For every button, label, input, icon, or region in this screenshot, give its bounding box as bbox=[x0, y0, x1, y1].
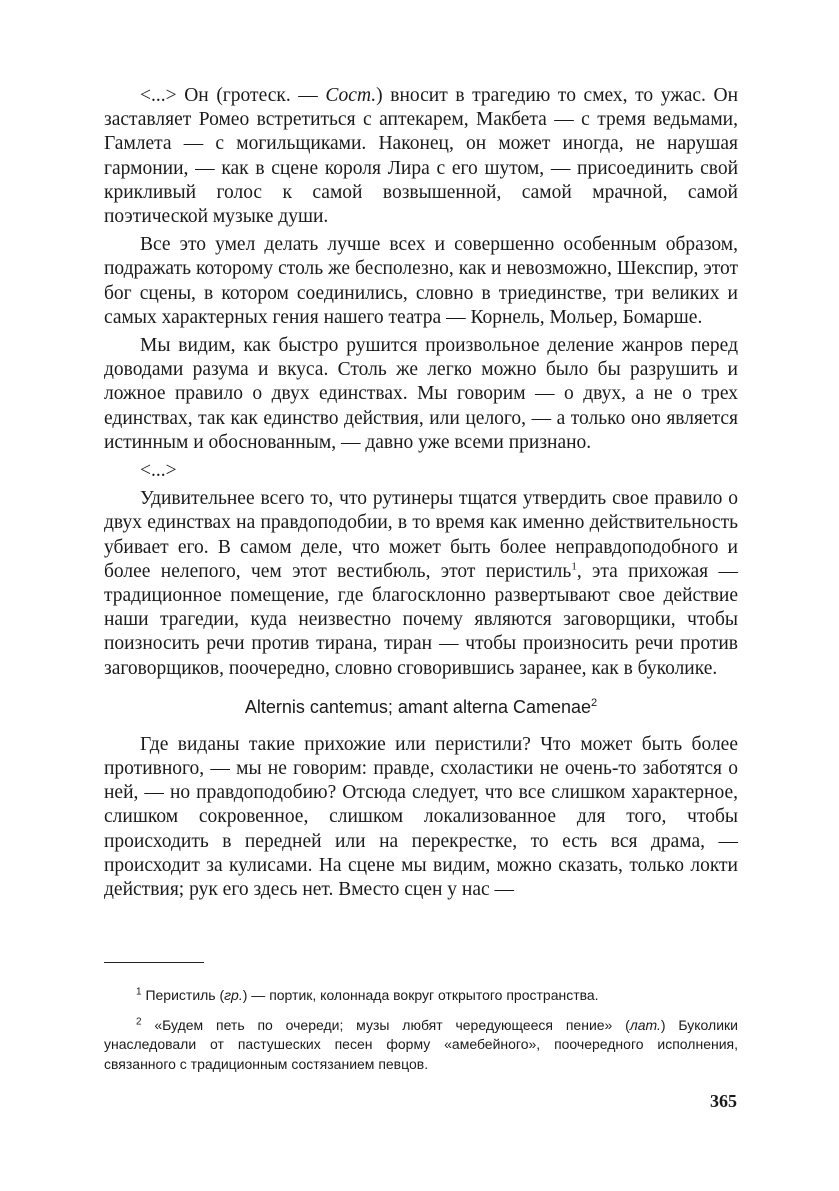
footnote-divider bbox=[104, 962, 204, 963]
footnote-2-lang: лат. bbox=[629, 1016, 661, 1033]
paragraph-1-text-a: <...> Он (гротеск. — bbox=[140, 85, 326, 106]
page-number: 365 bbox=[710, 1091, 737, 1111]
footnote-ref-2[interactable]: 2 bbox=[591, 696, 598, 709]
footnote-1 bbox=[104, 986, 738, 1006]
ellipsis-marker: <...> bbox=[140, 460, 177, 482]
editor-note: Сост. bbox=[325, 85, 377, 106]
latin-quotation bbox=[104, 695, 738, 719]
paragraph-4 bbox=[104, 487, 738, 681]
latin-quotation-text: Alternis cantemus; amant alterna Camenae bbox=[244, 696, 592, 717]
footnotes bbox=[104, 986, 738, 1084]
paragraph-1-text-b: ) вносит в трагедию то смех, то ужас. Он заставляет Ромео встретиться с аптекарем, Макбета — с тремя ведьмами, Гамлета — с могильщиками. Наконец, он может иногда, не нарушая гармонии, — как в сцене короля Лира с его шутом, — присоединить свой крикливый голос к самой возвышенной, самой мрачной, самой поэтической музыке души. bbox=[104, 85, 739, 228]
footnote-2-text-a: «Будем петь по очереди; музы любят чередующееся пение» ( bbox=[141, 1016, 630, 1033]
paragraph-4-text-b: , эта прихожая — традиционное помещение, где благосклонно развертывают свое действие наши трагедии, куда неизвестно почему являются заговорщики, чтобы поизносить речи против тирана, тиран — чтобы произносить речи против заговорщиков, поочередно, словно сговорившись заранее, как в буколике. bbox=[104, 560, 739, 679]
paragraph-1 bbox=[104, 84, 738, 229]
paragraph-5: Где виданы такие прихожие или перистили? Что может быть более противного, — мы не говорим: правде, схоластики не очень-то заботятся о ней, — но правдоподобию? Отсюда следует, что все слишком характерное, слишком сокровенное, слишком локализованное для того, чтобы происходить в передней или на перекрестке, то есть вся драма, — происходит за кулисами. На сцене мы видим, можно сказать, только локти действия; рук его здесь нет. Вместо сцен у нас — bbox=[104, 733, 738, 901]
footnote-2-mark: 2 bbox=[136, 1015, 142, 1027]
paragraph-4-text-a: Удивительнее всего то, что рутинеры тщатся утвердить свое правило о двух единствах на правдоподобии, в то время как именно действительность убивает его. В самом деле, что может быть более неправдоподобного и более нелепого, чем этот вестибюль, этот перистиль bbox=[104, 488, 738, 582]
paragraph-3: Мы видим, как быстро рушится произвольное деление жанров перед доводами разума и вкуса. Столь же легко можно было бы разрушить и ложное правило о двух единствах. Мы говорим — о двух, а не о трех единствах, так как единство действия, или целого, — а только оно является истинным и обоснованным, — давно уже всеми признано. bbox=[104, 335, 738, 453]
paragraph-2: Все это умел делать лучше всех и совершенно особенным образом, подражать которому столь же бесполезно, как и невозможно, Шекспир, этот бог сцены, в котором соединились, словно в триединстве, три великих и самых характерных гения нашего театра — Корнель, Мольер, Бомарше. bbox=[104, 234, 738, 328]
page-body bbox=[104, 84, 738, 902]
footnote-1-text-a: Перистиль ( bbox=[141, 987, 225, 1003]
footnote-1-text-b: ) — портик, колоннада вокруг открытого пространства. bbox=[242, 987, 599, 1003]
footnote-2-text-b: ) Буколики унаследовали от пастушеских песен форму «амебейного», поочередного исполнения, связанного с традиционным состязанием певцов. bbox=[104, 1016, 738, 1072]
footnote-1-mark: 1 bbox=[136, 986, 142, 998]
footnote-ref-1[interactable]: 1 bbox=[571, 560, 577, 573]
footnote-1-lang: гр. bbox=[224, 987, 243, 1003]
footnote-2 bbox=[104, 1016, 738, 1075]
